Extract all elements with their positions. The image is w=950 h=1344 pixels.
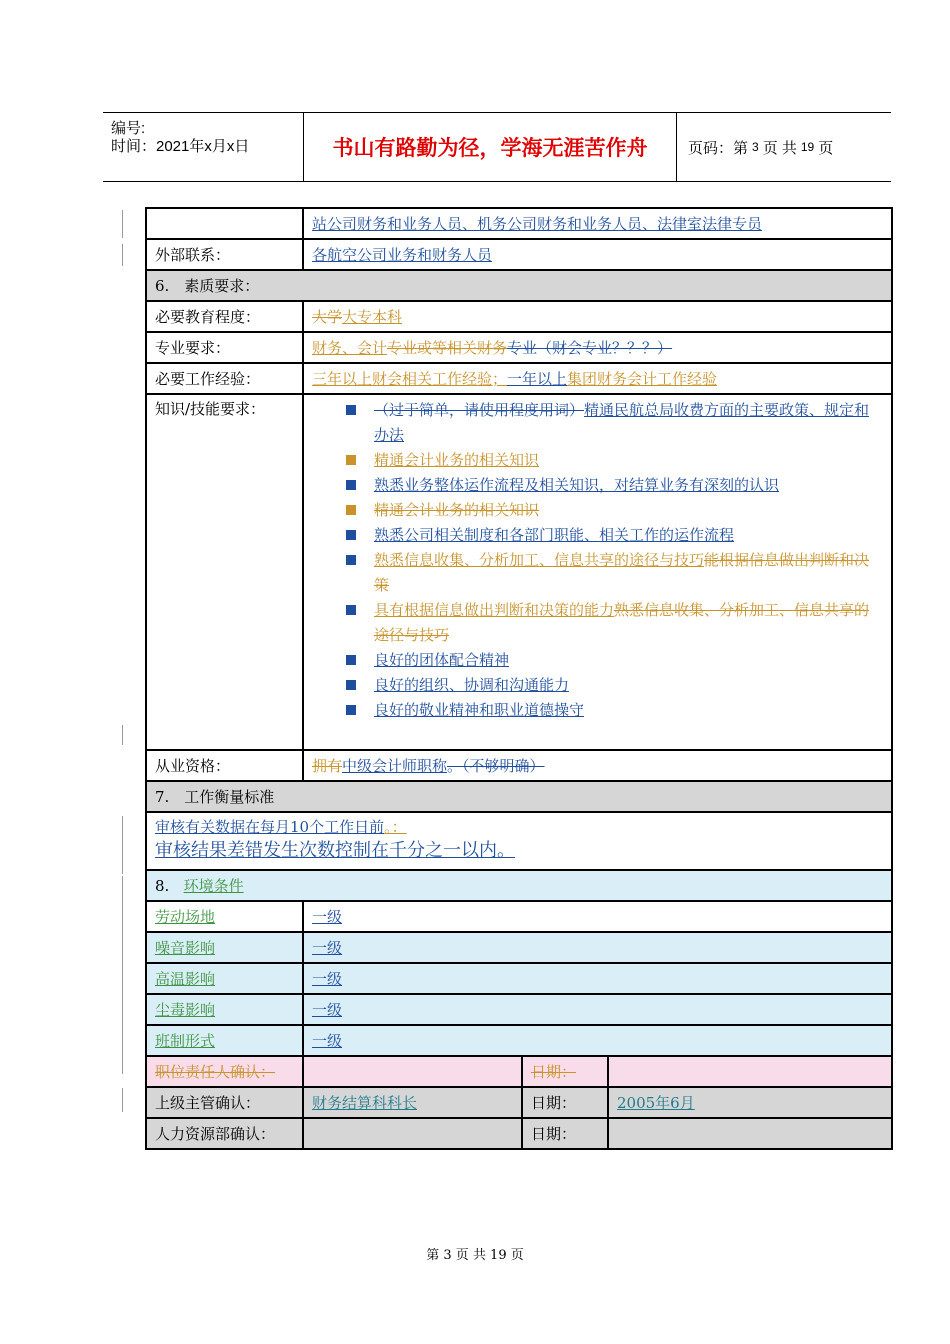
revision-mark	[122, 876, 123, 1074]
env-value-3: 一级	[303, 994, 892, 1025]
major-label: 专业要求：	[146, 332, 303, 363]
confirm-date-value	[608, 1056, 892, 1087]
hr-date-value	[608, 1118, 892, 1149]
page-number: 3	[752, 140, 759, 154]
env-label-2: 高温影响	[146, 963, 303, 994]
env-label-1: 噪音影响	[146, 932, 303, 963]
skill-text: 熟悉业务整体运作流程及相关知识，对结算业务有深刻的认识	[374, 476, 780, 494]
skills-value	[303, 394, 892, 750]
skill-deleted-text: 能根据信息做出判断和决策	[374, 551, 870, 594]
hr-value	[303, 1118, 522, 1149]
qualification-value: 拥有中级会计师职称。（不够明确）	[303, 750, 892, 781]
qualification-label: 从业资格：	[146, 750, 303, 781]
bullet-icon	[346, 605, 356, 615]
env-value-1: 一级	[303, 932, 892, 963]
env-value-2: 一级	[303, 963, 892, 994]
page-prefix: 页码：第	[688, 139, 749, 157]
bullet-icon	[346, 455, 356, 465]
env-label-3: 尘毒影响	[146, 994, 303, 1025]
hr-date-label: 日期：	[522, 1118, 608, 1149]
skill-item	[346, 548, 883, 598]
skill-text: 熟悉公司相关制度和各部门职能、相关工作的运作流程	[374, 526, 735, 544]
skill-item	[346, 698, 883, 723]
skill-text: 精通会计业务的相关知识	[374, 451, 540, 469]
internal-contacts-value: 站公司财务和业务人员、机务公司财务和业务人员、法律室法律专员	[303, 208, 892, 239]
skill-item	[346, 523, 883, 548]
skill-text: 精通会计业务的相关知识	[374, 501, 540, 519]
skill-deleted-text: 熟悉信息收集、分析加工、信息共享的途径与技巧	[374, 601, 870, 644]
standards-cell	[146, 812, 892, 870]
revision-mark	[122, 816, 123, 874]
skill-item	[346, 473, 883, 498]
skill-text: 良好的组织、协调和沟通能力	[374, 676, 570, 694]
cell-empty	[146, 208, 303, 239]
skill-text: 熟悉信息收集、分析加工、信息共享的途径与技巧	[374, 551, 705, 569]
supervisor-date-label: 日期：	[522, 1087, 608, 1118]
env-label-0: 劳动场地	[146, 901, 303, 932]
revision-mark	[122, 210, 123, 238]
skill-item	[346, 398, 883, 448]
skills-label: 知识/技能要求：	[146, 394, 303, 750]
bullet-icon	[346, 480, 356, 490]
bullet-icon	[346, 655, 356, 665]
revision-mark	[122, 725, 123, 745]
page-suffix: 页	[818, 139, 834, 157]
skill-item	[346, 598, 883, 648]
skill-item	[346, 498, 883, 523]
skill-item	[346, 448, 883, 473]
hr-label: 人力资源部确认：	[146, 1118, 303, 1149]
page-total: 19	[800, 140, 815, 154]
external-value: 各航空公司业务和财务人员	[303, 239, 892, 270]
env-label-4: 班制形式	[146, 1025, 303, 1056]
skill-text: 良好的敬业精神和职业道德操守	[374, 701, 585, 719]
supervisor-date-value: 2005年6月	[608, 1087, 892, 1118]
major-value: 财务、会计专业或等相关财务专业（财会专业？？？）	[303, 332, 892, 363]
code-label: 编号:	[111, 120, 146, 137]
confirm-label: 职位责任人确认：	[146, 1056, 303, 1087]
confirm-value	[303, 1056, 522, 1087]
bullet-icon	[346, 505, 356, 515]
env-value-4: 一级	[303, 1025, 892, 1056]
external-label: 外部联系：	[146, 239, 303, 270]
skill-deleted-text: （过于简单，请使用程度用词）	[374, 401, 585, 419]
section-6-title: 6. 素质要求：	[146, 270, 892, 301]
skill-item	[346, 673, 883, 698]
confirm-date-label: 日期：	[522, 1056, 608, 1087]
revision-mark	[122, 1088, 123, 1112]
env-value-0: 一级	[303, 901, 892, 932]
job-description-table	[145, 207, 893, 1150]
skills-list	[312, 398, 883, 723]
section-7-title: 7. 工作衡量标准	[146, 781, 892, 812]
page-mid: 页 共	[762, 139, 797, 157]
standard-2: 审核结果差错发生次数控制在千分之一以内。	[155, 840, 515, 861]
exp-label: 必要工作经验：	[146, 363, 303, 394]
supervisor-label: 上级主管确认：	[146, 1087, 303, 1118]
bullet-icon	[346, 530, 356, 540]
exp-value: 三年以上财会相关工作经验；一年以上集团财务会计工作经验	[303, 363, 892, 394]
edu-label: 必要教育程度：	[146, 301, 303, 332]
standard-1: 审核有关数据在每月10个工作日前。：	[155, 818, 407, 836]
supervisor-value: 财务结算科科长	[303, 1087, 522, 1118]
skill-text: 良好的团体配合精神	[374, 651, 510, 669]
edu-value: 大学大专本科	[303, 301, 892, 332]
section-8-title: 8. 环境条件	[146, 870, 892, 901]
page-header	[103, 112, 891, 182]
bullet-icon	[346, 680, 356, 690]
skill-item	[346, 648, 883, 673]
bullet-icon	[346, 705, 356, 715]
time-label: 时间：2021年x月x日	[111, 138, 250, 155]
revision-mark	[122, 244, 123, 266]
page-footer: 第 3 页 共 19 页	[426, 1248, 524, 1263]
bullet-icon	[346, 405, 356, 415]
bullet-icon	[346, 555, 356, 565]
header-meta	[103, 113, 304, 181]
header-page-info	[688, 113, 833, 181]
skill-text: 具有根据信息做出判断和决策的能力	[374, 601, 615, 619]
header-motto: 书山有路勤为径，学海无涯苦作舟	[304, 113, 677, 181]
skill-text: 精通民航总局收费方面的主要政策、规定和办法	[374, 401, 870, 444]
